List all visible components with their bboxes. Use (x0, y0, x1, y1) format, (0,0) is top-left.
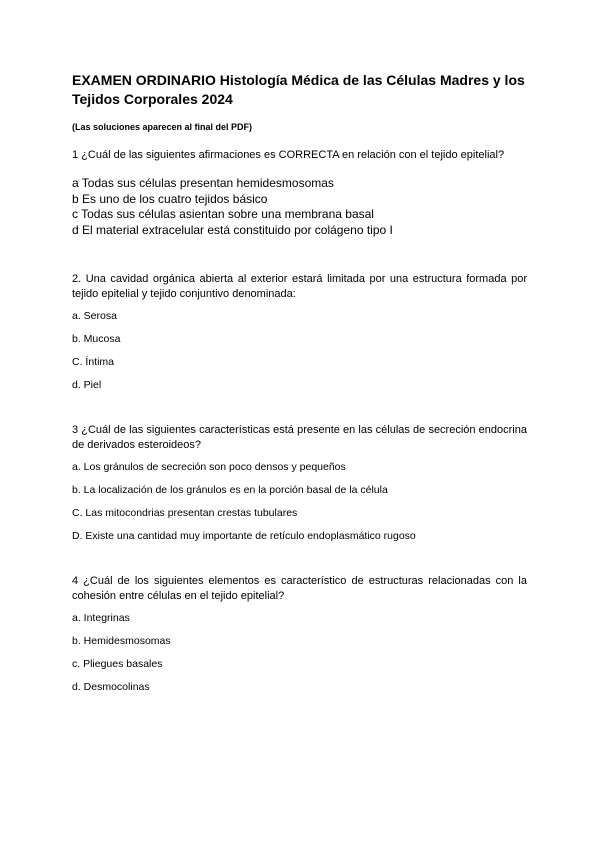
question-4-option-a: a. Integrinas (72, 612, 130, 624)
question-1-options (72, 176, 393, 238)
question-4-option-c: c. Pliegues basales (72, 658, 163, 670)
exam-title: EXAMEN ORDINARIO Histología Médica de las Células Madres y los Tejidos Corporales 2024 (72, 72, 525, 107)
question-2: 2. Una cavidad orgánica abierta al exterior estará limitada por una estructura formada por tejido epitelial y tejido conjuntivo denominada: (72, 273, 527, 300)
question-4-option-d: d. Desmocolinas (72, 681, 150, 693)
question-3-option-a: a. Los gránulos de secreción son poco densos y pequeños (72, 461, 346, 473)
question-3-option-b: b. La localización de los gránulos es en la porción basal de la célula (72, 484, 388, 496)
question-4-option-b: b. Hemidesmosomas (72, 635, 171, 647)
question-2-option-c: C. Íntima (72, 356, 115, 368)
question-3-option-c: C. Las mitocondrias presentan crestas tubulares (72, 507, 298, 519)
question-1: 1 ¿Cuál de las siguientes afirmaciones es CORRECTA en relación con el tejido epitelial? (72, 149, 505, 161)
question-1-option-a: a Todas sus células presentan hemidesmosomas (72, 176, 334, 190)
solutions-note: (Las soluciones aparecen al final del PDF) (72, 122, 253, 132)
question-2-option-b: b. Mucosa (72, 333, 121, 345)
question-3-option-d: D. Existe una cantidad muy importante de retículo endoplasmático rugoso (72, 530, 416, 542)
question-1-option-b: b Es uno de los cuatro tejidos básico (72, 191, 268, 206)
question-1-option-d: d El material extracelular está constituido por colágeno tipo I (72, 222, 393, 237)
question-3: 3 ¿Cuál de las siguientes características está presente en las células de secreción endocrina de derivados esteroideos? (72, 424, 527, 451)
question-4: 4 ¿Cuál de los siguientes elementos es característico de estructuras relacionadas con la cohesión entre células en el tejido epitelial? (72, 575, 527, 602)
question-2-option-d: d. Piel (72, 379, 102, 391)
question-2-option-a: a. Serosa (72, 310, 117, 322)
question-1-option-c: c Todas sus células asientan sobre una membrana basal (72, 207, 374, 221)
